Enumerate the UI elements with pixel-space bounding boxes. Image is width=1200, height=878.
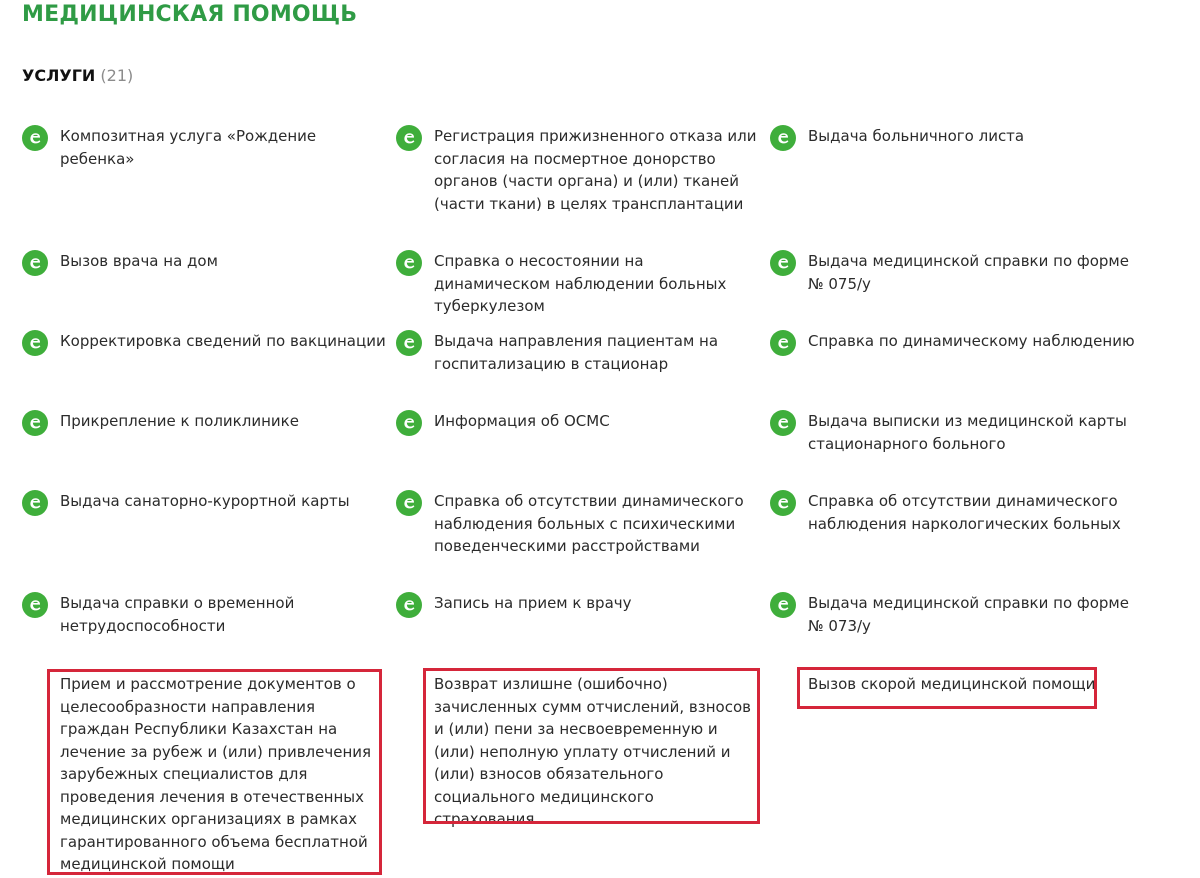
e-gov-icon — [22, 490, 48, 516]
e-gov-icon — [770, 250, 796, 276]
e-gov-icon — [22, 125, 48, 151]
service-label[interactable]: Композитная услуга «Рождение ребенка» — [60, 127, 317, 168]
service-label[interactable]: Выдача санаторно-курортной карты — [60, 492, 350, 510]
service-label[interactable]: Справка об отсутствии динамического наблюдения больных с психическими поведенческими расстройствами — [434, 492, 744, 555]
e-gov-icon — [770, 330, 796, 356]
e-gov-icon — [22, 592, 48, 618]
service-label[interactable]: Выдача больничного листа — [808, 127, 1025, 145]
service-label[interactable]: Информация об ОСМС — [434, 412, 610, 430]
e-gov-icon — [396, 592, 422, 618]
service-label[interactable]: Возврат излишне (ошибочно) зачисленных сумм отчислений, взносов и (или) пени за несвоевременную и (или) неполную уплату отчислений и (или) взносов обязательного социального медицинского страхования — [434, 675, 751, 828]
e-gov-icon — [22, 250, 48, 276]
e-gov-icon — [770, 410, 796, 436]
e-gov-icon — [396, 250, 422, 276]
e-gov-icon — [396, 410, 422, 436]
service-label[interactable]: Справка по динамическому наблюдению — [808, 332, 1135, 350]
service-label[interactable]: Выдача справки о временной нетрудоспособности — [60, 594, 295, 635]
page-title: МЕДИЦИНСКАЯ ПОМОЩЬ — [22, 2, 358, 27]
service-label[interactable]: Вызов скорой медицинской помощи — [808, 675, 1096, 693]
services-count: (21) — [100, 66, 134, 85]
e-gov-icon — [396, 330, 422, 356]
service-label[interactable]: Справка об отсутствии динамического наблюдения наркологических больных — [808, 492, 1121, 533]
e-gov-icon — [770, 490, 796, 516]
service-label[interactable]: Выдача медицинской справки по форме № 073/у — [808, 594, 1129, 635]
service-label[interactable]: Выдача медицинской справки по форме № 075/у — [808, 252, 1129, 293]
service-label[interactable]: Прием и рассмотрение документов о целесообразности направления граждан Республики Казахстан на лечение за рубеж и (или) привлечения зарубежных специалистов для проведения лечения в отечественных медицинских организациях в рамках гарантированного объема бесплатной медицинской помощи — [60, 675, 372, 873]
service-label[interactable]: Регистрация прижизненного отказа или согласия на посмертное донорство органов (части органа) и (или) тканей (части ткани) в целях трансплантации — [434, 127, 757, 213]
service-label[interactable]: Выдача направления пациентам на госпитализацию в стационар — [434, 332, 719, 373]
e-gov-icon — [396, 490, 422, 516]
service-label[interactable]: Прикрепление к поликлинике — [60, 412, 299, 430]
service-label[interactable]: Корректировка сведений по вакцинации — [60, 332, 386, 350]
service-label[interactable]: Запись на прием к врачу — [434, 594, 632, 612]
e-gov-icon — [396, 125, 422, 151]
e-gov-icon — [770, 125, 796, 151]
e-gov-icon — [770, 592, 796, 618]
service-label[interactable]: Выдача выписки из медицинской карты стационарного больного — [808, 412, 1127, 453]
e-gov-icon — [22, 410, 48, 436]
services-label: УСЛУГИ — [22, 66, 96, 85]
services-header — [22, 66, 133, 85]
service-label[interactable]: Справка о несостоянии на динамическом наблюдении больных туберкулезом — [434, 252, 727, 315]
service-label[interactable]: Вызов врача на дом — [60, 252, 218, 270]
e-gov-icon — [22, 330, 48, 356]
